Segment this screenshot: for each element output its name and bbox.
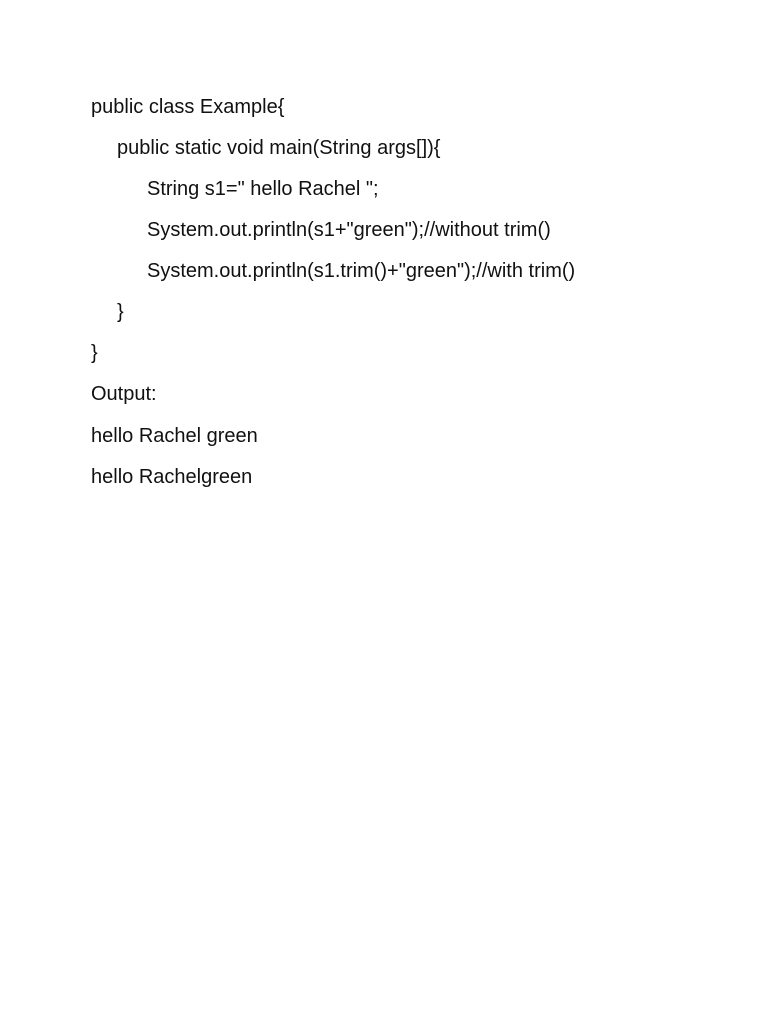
output-label: Output: [91,383,157,405]
code-line-println-with-trim: System.out.println(s1.trim()+"green");//with trim() [147,260,576,282]
output-line-with-trim: hello Rachelgreen [91,466,253,488]
code-line-string-declaration: String s1=" hello Rachel "; [147,178,379,200]
code-line-println-without-trim: System.out.println(s1+"green");//without trim() [147,219,551,241]
code-line-close-class: } [91,342,98,364]
code-line-close-method: } [117,301,124,323]
code-line-main-method: public static void main(String args[]){ [117,137,441,159]
code-line-class-declaration: public class Example{ [91,96,285,118]
output-line-without-trim: hello Rachel green [91,425,258,447]
